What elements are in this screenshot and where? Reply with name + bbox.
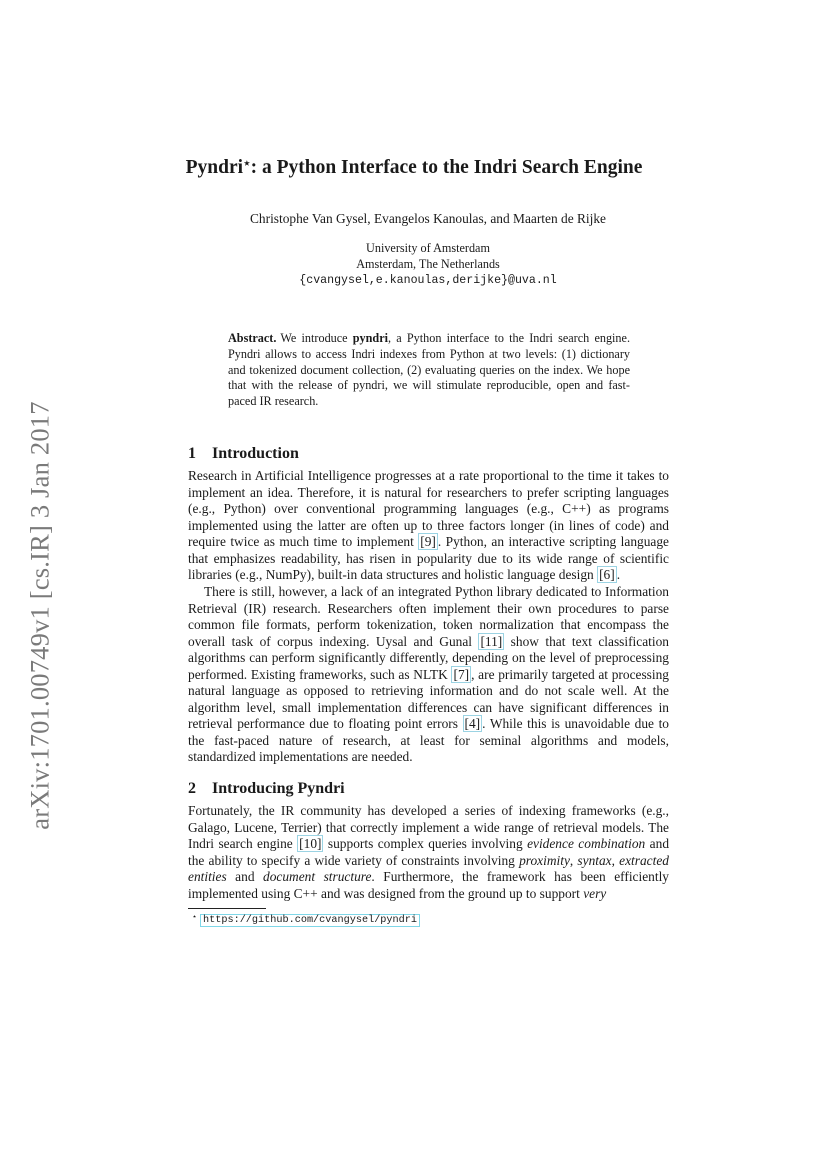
pyndri-paragraph-1 [188, 803, 669, 902]
footnote-divider [188, 908, 266, 909]
citation-link[interactable]: [11] [480, 633, 503, 649]
text-run: Research in Artificial Intelligence progresses at a rate proportional to the time it takes to implement an idea. Therefore, it is natural for researchers to prefer scripting languages (e.g., Python) over conventional programming languages (e.g., C++) as programs implemented using the latter are often up to three factors longer (in lines of code) and require twice as much time to implement [188, 468, 669, 550]
affiliation-university: University of Amsterdam [366, 241, 490, 255]
text-run: and [226, 869, 264, 885]
abstract-text-a: We introduce [280, 331, 353, 345]
author-emails: {cvangysel,e.kanoulas,derijke}@uva.nl [299, 273, 557, 287]
text-run: There is still, however, a lack of an integrated Python library dedicated to Information Retrieval (IR) research. Researchers often implement their own procedures to parse common file formats, perform tokenization, token normalization that encompass the overall task of corpus indexing. Uysal and Gunal [188, 584, 669, 649]
text-run: . Furthermore, the framework has been efficiently implemented using C++ and was designed from the ground up to support [188, 869, 669, 901]
intro-paragraph-2 [188, 584, 669, 766]
text-run: and the ability to specify a wide variety of constraints involving [188, 836, 670, 868]
emphasis: proximity [519, 852, 570, 868]
citation-link[interactable]: [10] [299, 836, 322, 852]
text-run: supports complex queries involving [323, 836, 528, 852]
section-heading-introduction [188, 445, 299, 463]
abstract-label: Abstract. [228, 331, 277, 345]
emphasis: syntax [577, 852, 612, 868]
text-run: . [616, 567, 621, 583]
citation-link[interactable]: [7] [453, 666, 470, 682]
text-run: , are primarily targeted at processing natural language as opposed to retrieving information and do not scale well. At the algorithm level, small implementation differences can have significant differences in retrieval performance due to floating point errors [188, 666, 669, 732]
intro-paragraph-1 [188, 468, 669, 584]
emphasis: evidence combination [527, 836, 646, 852]
arxiv-sidebar-stamp [20, 385, 60, 845]
text-run: . While this is unavoidable due to the fast-paced nature of research, at least for seminal algorithms and models, standardized implementations are needed. [188, 716, 669, 765]
affiliation-block [0, 241, 828, 288]
abstract [228, 331, 630, 410]
emphasis: very [583, 885, 607, 901]
text-run: , [611, 852, 620, 868]
citation-link[interactable]: [4] [464, 716, 481, 732]
emphasis: extracted entities [188, 852, 669, 885]
footnote-url-link[interactable]: https://github.com/cvangysel/pyndri [200, 914, 420, 927]
text-run: . Python, an interactive scripting language that emphasizes readability, has risen in popularity due to its wide range of scientific libraries (e.g., NumPy), built-in data structures and holistic language design [188, 534, 669, 583]
paper-title [0, 156, 828, 179]
footnote [192, 912, 420, 926]
footnote-mark: ⋆ [192, 912, 198, 921]
title-name: Pyndri [185, 157, 244, 178]
text-run: Fortunately, the IR community has developed a series of indexing frameworks (e.g., Galago, Lucene, Terrier) that correctly implement a wide range of retrieval models. The Indri search engine [188, 803, 669, 852]
text-run: , [569, 852, 578, 868]
section-number: 1 [188, 445, 196, 462]
abstract-pyndri-name: pyndri [352, 331, 389, 345]
title-rest: : a Python Interface to the Indri Search Engine [250, 157, 643, 178]
section-title: Introducing Pyndri [212, 780, 345, 797]
section-heading-introducing-pyndri [188, 780, 345, 798]
title-footnote-star[interactable]: ⋆ [243, 156, 251, 170]
author-list: Christophe Van Gysel, Evangelos Kanoulas, and Maarten de Rijke [249, 211, 606, 226]
text-run: show that text classification algorithms can perform significantly differently, depending on the level of preprocessing performed. Existing frameworks, such as NLTK [188, 633, 669, 682]
section-title: Introduction [212, 445, 299, 462]
citation-link[interactable]: [9] [420, 534, 436, 550]
section-number: 2 [188, 780, 196, 797]
arxiv-identifier: arXiv:1701.00749v1 [cs.IR] 3 Jan 2017 [24, 400, 55, 830]
citation-link[interactable]: [6] [599, 567, 615, 583]
abstract-text-b: , a Python interface to the Indri search engine. Pyndri allows to access Indri indexes from Python at two levels: (1) dictionary and tokenized document collection, (2) evaluating queries on the index. We hope that with the release of pyndri, we will stimulate reproducible, open and fast-paced IR research. [228, 331, 630, 409]
affiliation-location: Amsterdam, The Netherlands [356, 256, 500, 271]
emphasis: document structure [263, 869, 372, 885]
